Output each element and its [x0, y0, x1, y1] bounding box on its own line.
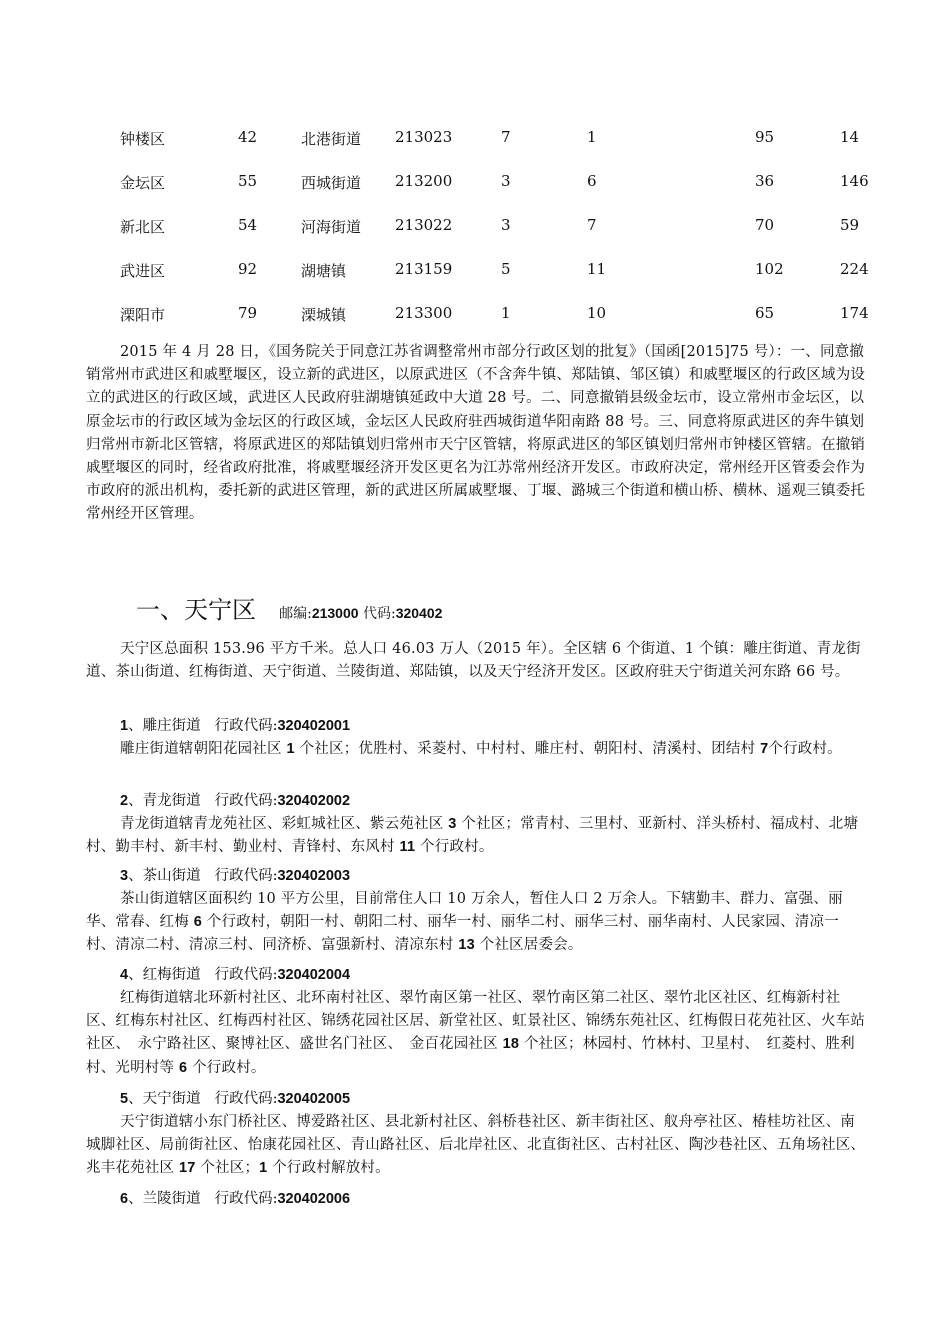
- desc-text: 红梅街道辖北环新村社区、北环南村社区、翠竹南区第一社区、翠竹南区第二社区、翠竹北区社区、红梅新村社区、红梅东村社区、红梅西村社区、锦绣花园社区居、新堂社区、虹景社区、锦绣东苑社区、红梅假日花苑社区、火车站社区、 永宁路社区、聚博社区、盛世名门社区、 金百花园社区: [86, 990, 866, 1053]
- table-row: [0, 172, 950, 202]
- admin-code: 320402001: [277, 718, 351, 734]
- desc-text: 个行政村。: [187, 1059, 266, 1076]
- value-cell: 36: [755, 172, 775, 190]
- subdivision-name: 、红梅街道: [128, 967, 201, 983]
- subdivision-heading: [120, 1187, 350, 1208]
- code-label: 行政代码:: [214, 793, 278, 809]
- count-value: 7: [760, 741, 769, 757]
- admin-code: 320402006: [277, 1191, 351, 1207]
- subdivision-heading: [120, 789, 350, 810]
- value-cell: 146: [840, 172, 869, 190]
- value-cell: 224: [840, 260, 869, 278]
- seat-cell: 河海街道: [301, 218, 362, 236]
- code-label: 行政代码:: [214, 967, 278, 983]
- subdivision-description: [86, 738, 866, 761]
- desc-text: 雕庄街道辖朝阳花园社区: [120, 741, 287, 757]
- count-value: 17: [179, 1160, 196, 1177]
- count-value: 13: [458, 937, 475, 954]
- value-cell: 42: [238, 128, 258, 146]
- value-cell: 1: [587, 128, 597, 146]
- value-cell: 14: [840, 128, 860, 146]
- district-cell: 钟楼区: [120, 130, 166, 148]
- value-cell: 54: [238, 216, 258, 234]
- subdivision-number: 4: [120, 967, 129, 983]
- value-cell: 6: [587, 172, 597, 190]
- count-value: 1: [286, 741, 295, 757]
- count-value: 6: [193, 914, 202, 931]
- subdivision-number: 1: [120, 718, 129, 734]
- subdivision-heading: [120, 714, 350, 735]
- district-cell: 溧阳市: [120, 306, 166, 324]
- subdivision-number: 3: [120, 868, 129, 884]
- value-cell: 3: [501, 216, 511, 234]
- subdivision-name: 、天宁街道: [128, 1091, 201, 1107]
- district-cell: 金坛区: [120, 174, 166, 192]
- count-value: 6: [179, 1059, 188, 1076]
- value-cell: 1: [501, 304, 511, 322]
- subdivision-name: 、兰陵街道: [128, 1191, 201, 1207]
- value-cell: 5: [501, 260, 511, 278]
- code-label: 行政代码:: [214, 1191, 278, 1207]
- postcode-cell: 213023: [395, 128, 453, 146]
- value-cell: 102: [755, 260, 784, 278]
- admin-code: 320402002: [277, 793, 351, 809]
- subdivision-heading: [120, 963, 350, 984]
- postcode-label: 邮编:: [279, 606, 312, 622]
- desc-text: 天宁街道辖小东门桥社区、博爱路社区、县北新村社区、斜桥巷社区、新丰街社区、舣舟亭社区、椿桂坊社区、南城脚社区、局前街社区、怡康花园社区、青山路社区、后北岸社区、北直街社区、古村社区、陶沙巷社区、五角场社区、兆丰花苑社区: [86, 1114, 866, 1177]
- postcode-cell: 213159: [395, 260, 453, 278]
- value-cell: 92: [238, 260, 258, 278]
- district-cell: 新北区: [120, 218, 166, 236]
- section-intro: 天宁区总面积 153.96 平方千米。总人口 46.03 万人（2015 年）。全区辖 6 个街道、1 个镇：雕庄街道、青龙街道、茶山街道、红梅街道、天宁街道、兰陵街道、郑陆镇，以及天宁经济开发区。区政府驻天宁街道关河东路 66 号。: [86, 641, 861, 681]
- postcode-cell: 213300: [395, 304, 453, 322]
- seat-cell: 北港街道: [301, 130, 362, 148]
- subdivision-description: [86, 987, 866, 1080]
- history-paragraph: 2015 年 4 月 28 日，《国务院关于同意江苏省调整常州市部分行政区划的批复》（国函[2015]75 号）：一、同意撤销常州市武进区和戚墅堰区，设立新的武进区，以原武进区（不含奔牛镇、郑陆镇、邹区镇）和戚墅堰区的行政区域为设立的武进区的行政区域，武进区人民政府驻湖塘镇延政中大道 28 号。二、同意撤销县级金坛市，设立常州市金坛区，以原金坛市的行政区域为金坛区的行政区域，金坛区人民政府驻西城街道华阳南路 88 号。三、同意将原武进区的奔牛镇划归常州市新北区管辖，将原武进区的郑陆镇划归常州市天宁区管辖，将原武进区的邹区镇划归常州市钟楼区管辖。在撤销戚墅堰区的同时，经省政府批准，将戚墅堰经济开发区更名为江苏常州经济开发区。市政府决定，常州经开区管委会作为市政府的派出机构，委托新的武进区管理，新的武进区所属戚墅堰、丁堰、潞城三个街道和横山桥、横林、遥观三镇委托常州经开区管理。: [86, 344, 866, 523]
- section-number: 一、: [136, 596, 184, 624]
- section-codes: [279, 606, 442, 622]
- desc-text: 个行政村解放村。: [267, 1160, 390, 1177]
- admin-code: 320402005: [277, 1091, 351, 1107]
- value-cell: 79: [238, 304, 258, 322]
- value-cell: 7: [587, 216, 597, 234]
- code-label: 行政代码:: [214, 718, 278, 734]
- subdivision-name: 、茶山街道: [128, 868, 201, 884]
- value-cell: 55: [238, 172, 258, 190]
- seat-cell: 溧城镇: [301, 306, 347, 324]
- postcode-cell: 213200: [395, 172, 453, 190]
- table-row: [0, 304, 950, 334]
- subdivision-heading: [120, 1087, 350, 1108]
- value-cell: 95: [755, 128, 775, 146]
- desc-text: 个行政村。: [415, 839, 494, 856]
- subdivision-name: 、雕庄街道: [128, 718, 201, 734]
- value-cell: 7: [501, 128, 511, 146]
- code-label: 代码:: [358, 606, 396, 622]
- subdivision-heading: [120, 864, 350, 885]
- value-cell: 65: [755, 304, 775, 322]
- desc-text: 个社区；: [195, 1160, 260, 1177]
- desc-text: 茶山街道辖区面积约 10 平方公里，目前常住人口 10 万余人，暂住人口 2 万余人。下辖勤丰、群力、富强、丽华、常春、红梅: [86, 891, 843, 931]
- seat-cell: 湖塘镇: [301, 262, 347, 280]
- desc-text: 个社区居委会。: [474, 937, 583, 954]
- code-label: 行政代码:: [214, 868, 278, 884]
- count-value: 3: [448, 816, 457, 832]
- table-row: [0, 128, 950, 158]
- subdivision-description: [86, 1111, 866, 1181]
- table-row: [0, 216, 950, 246]
- subdivision-name: 、青龙街道: [128, 793, 201, 809]
- code-label: 行政代码:: [214, 1091, 278, 1107]
- table-row: [0, 260, 950, 290]
- code-value: 320402: [395, 605, 443, 621]
- subdivision-description: [86, 888, 866, 958]
- subdivision-number: 5: [120, 1091, 129, 1107]
- admin-code: 320402003: [277, 868, 351, 884]
- value-cell: 174: [840, 304, 869, 322]
- desc-text: 个社区；优胜村、采菱村、中村村、雕庄村、朝阳村、清溪村、团结村: [294, 741, 761, 757]
- section-title: [136, 590, 442, 625]
- subdivision-description: [86, 813, 866, 859]
- admin-code: 320402004: [277, 967, 351, 983]
- desc-text: 个社区；林园村、竹林村、卫星村、 红菱村、胜利村、光明村等: [86, 1036, 855, 1076]
- postcode-cell: 213022: [395, 216, 453, 234]
- desc-text: 个行政村，朝阳一村、朝阳二村、丽华一村、丽华二村、丽华三村、丽华南村、人民家园、清凉一村、清凉二村、清凉三村、同济桥、富强新村、清凉东村: [86, 914, 839, 954]
- desc-text: 青龙街道辖青龙苑社区、彩虹城社区、紫云苑社区: [120, 816, 449, 832]
- desc-text: 个行政村。: [768, 741, 842, 757]
- subdivision-number: 2: [120, 793, 129, 809]
- value-cell: 10: [587, 304, 607, 322]
- subdivision-number: 6: [120, 1191, 129, 1207]
- value-cell: 3: [501, 172, 511, 190]
- seat-cell: 西城街道: [301, 174, 362, 192]
- section-name: 天宁区: [184, 596, 256, 624]
- count-value: 11: [399, 839, 416, 856]
- postcode-value: 213000: [311, 605, 359, 621]
- count-value: 1: [259, 1160, 268, 1177]
- count-value: 18: [502, 1036, 520, 1053]
- desc-text: 个社区；常青村、三里村、亚新村、洋头桥村、福成村、北塘村、勤丰村、新丰村、勤业村、青锋村、东风村: [86, 816, 859, 856]
- value-cell: 70: [755, 216, 775, 234]
- value-cell: 59: [840, 216, 860, 234]
- value-cell: 11: [587, 260, 607, 278]
- district-cell: 武进区: [120, 262, 166, 280]
